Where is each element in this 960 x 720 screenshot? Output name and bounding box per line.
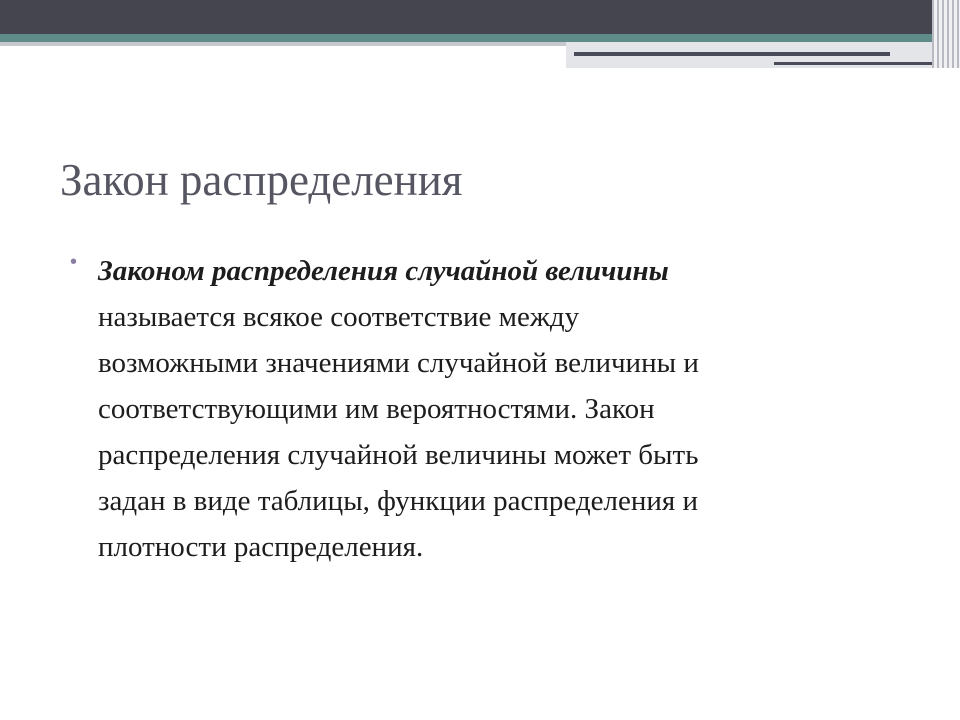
definition-term: Законом распределения случайной величины <box>98 255 669 287</box>
header-accent-line-short <box>774 62 942 65</box>
header-accent-line <box>574 52 890 56</box>
text-line: соответствующими им вероятностями. Закон <box>98 393 655 425</box>
text-line: возможными значениями случайной величины и <box>98 347 699 379</box>
bullet-text <box>98 248 900 570</box>
text-line: задан в виде таблицы, функции распределения и <box>98 485 699 517</box>
text-line: распределения случайной величины может быть <box>98 439 699 471</box>
bullet-item <box>70 248 900 570</box>
text-line: называется всякое соответствие между <box>98 301 580 333</box>
header-dark-band <box>0 0 960 34</box>
text-line: плотности распределения. <box>98 531 424 563</box>
bullet-marker: • <box>70 251 78 273</box>
slide-body <box>70 248 900 570</box>
header-teal-band <box>0 34 960 42</box>
slide-title: Закон распределения <box>60 155 463 205</box>
header-stripes-decoration <box>932 0 960 68</box>
